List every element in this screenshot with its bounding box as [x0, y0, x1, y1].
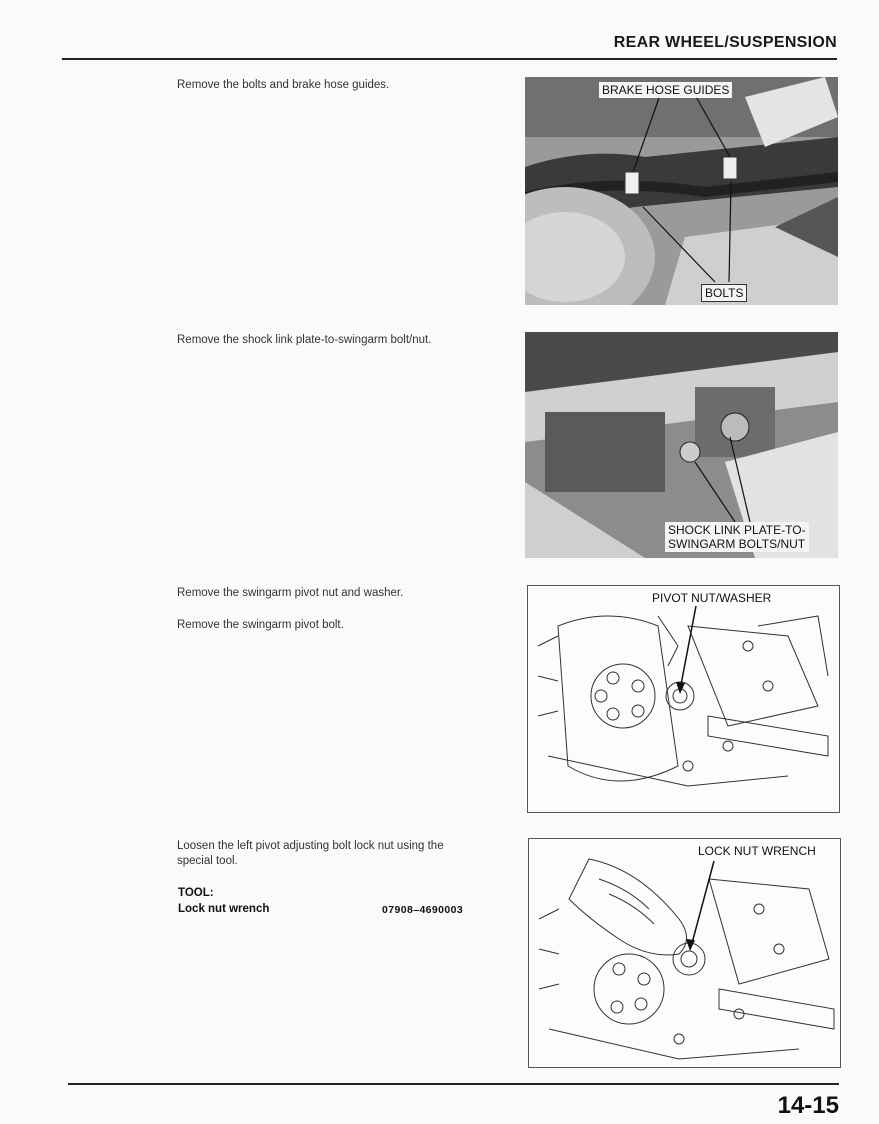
- section-title: REAR WHEEL/SUSPENSION: [613, 34, 837, 51]
- step-remove-shock-link-bolt-text: Remove the shock link plate-to-swingarm bolt/nut.: [177, 334, 432, 346]
- callout-shock-link-bolts: SHOCK LINK PLATE-TO- SWINGARM BOLTS/NUT: [665, 522, 809, 552]
- tool-part-number: 07908–4690003: [382, 904, 464, 916]
- page-number: 14-15: [777, 1092, 839, 1119]
- step-remove-bolts-text: Remove the bolts and brake hose guides.: [177, 79, 390, 91]
- figure-shock-link-photo: [525, 332, 838, 558]
- footer-rule: [68, 1083, 839, 1085]
- figure-lock-nut-wrench-drawing: [528, 838, 841, 1068]
- callout-brake-hose-guides: BRAKE HOSE GUIDES: [599, 82, 732, 98]
- callout-lock-nut-wrench: LOCK NUT WRENCH: [695, 843, 819, 859]
- figure-brake-hose-guides-photo: [525, 77, 838, 305]
- step-loosen-lock-nut-text: Loosen the left pivot adjusting bolt lock nut using the special tool.: [177, 840, 444, 867]
- callout-pivot-nut-washer: PIVOT NUT/WASHER: [649, 590, 774, 606]
- callout-bolts: BOLTS: [701, 284, 747, 302]
- tool-name: Lock nut wrench: [178, 903, 270, 915]
- pivot-nut-drawing-graphic: [528, 586, 839, 812]
- tool-label: TOOL:: [178, 887, 214, 899]
- step-remove-pivot-nut-text: Remove the swingarm pivot nut and washer.: [177, 587, 404, 599]
- header-rule: [62, 58, 837, 60]
- brake-hose-photo-graphic: [525, 77, 838, 305]
- step-remove-pivot-bolt-text: Remove the swingarm pivot bolt.: [177, 619, 344, 631]
- lock-nut-wrench-drawing-graphic: [529, 839, 840, 1067]
- figure-pivot-nut-drawing: [527, 585, 840, 813]
